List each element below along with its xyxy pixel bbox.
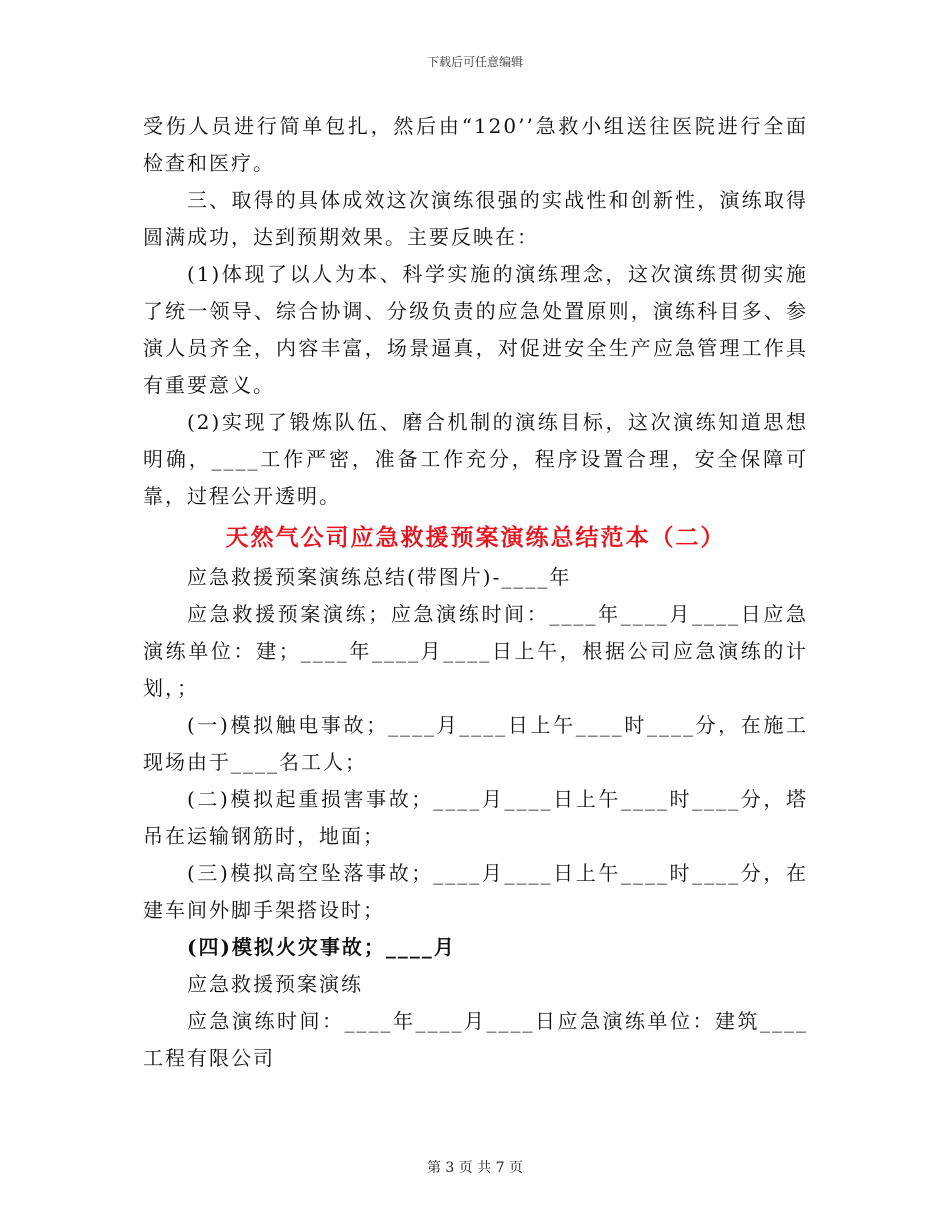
section-line-fall-accident: (三)模拟高空坠落事故；____月____日上午____时____分，在建车间外脚手架搭设时； [143, 861, 808, 922]
section-line-drill-title: 应急救援预案演练 [187, 972, 363, 996]
document-body [143, 108, 808, 1077]
section-line-electric-accident: (一)模拟触电事故；____月____日上午____时____分，在施工现场由于____名工人； [143, 713, 808, 774]
paragraph-injury-treatment: 受伤人员进行简单包扎，然后由“120’’急救小组送往医院进行全面检查和医疗。 [143, 114, 808, 175]
section-line-fire-accident: (四)模拟火灾事故；____月 [187, 935, 456, 959]
paragraph-results-heading: 三、取得的具体成效这次演练很强的实战性和创新性，演练取得圆满成功，达到预期效果。主要反映在： [143, 188, 808, 249]
paragraph-point-1: (1)体现了以人为本、科学实施的演练理念，这次演练贯彻实施了统一领导、综合协调、分级负责的应急处置原则，演练科目多、参演人员齐全，内容丰富，场景逼真，对促进安全生产应急管理工作具有重要意义。 [143, 262, 808, 397]
section-line-drill-time: 应急救援预案演练；应急演练时间：____年____月____日应急演练单位：建；____年____月____日上午，根据公司应急演练的计划，； [143, 602, 808, 700]
section-title: 天然气公司应急救援预案演练总结范本（二） [225, 524, 726, 551]
page-footer: 第 3 页 共 7 页 [426, 1160, 524, 1176]
paragraph-point-2: (2)实现了锻炼队伍、磨合机制的演练目标，这次演练知道思想明确，____工作严密，准备工作充分，程序设置合理，安全保障可靠，过程公开透明。 [143, 410, 808, 508]
page-header: 下载后可任意编辑 [426, 55, 523, 69]
section-line-summary: 应急救援预案演练总结(带图片)-____年 [187, 565, 572, 589]
section-line-drill-unit: 应急演练时间：____年____月____日应急演练单位：建筑____工程有限公司 [143, 1009, 808, 1070]
section-line-crane-accident: (二)模拟起重损害事故；____月____日上午____时____分，塔吊在运输钢筋时，地面； [143, 787, 808, 848]
